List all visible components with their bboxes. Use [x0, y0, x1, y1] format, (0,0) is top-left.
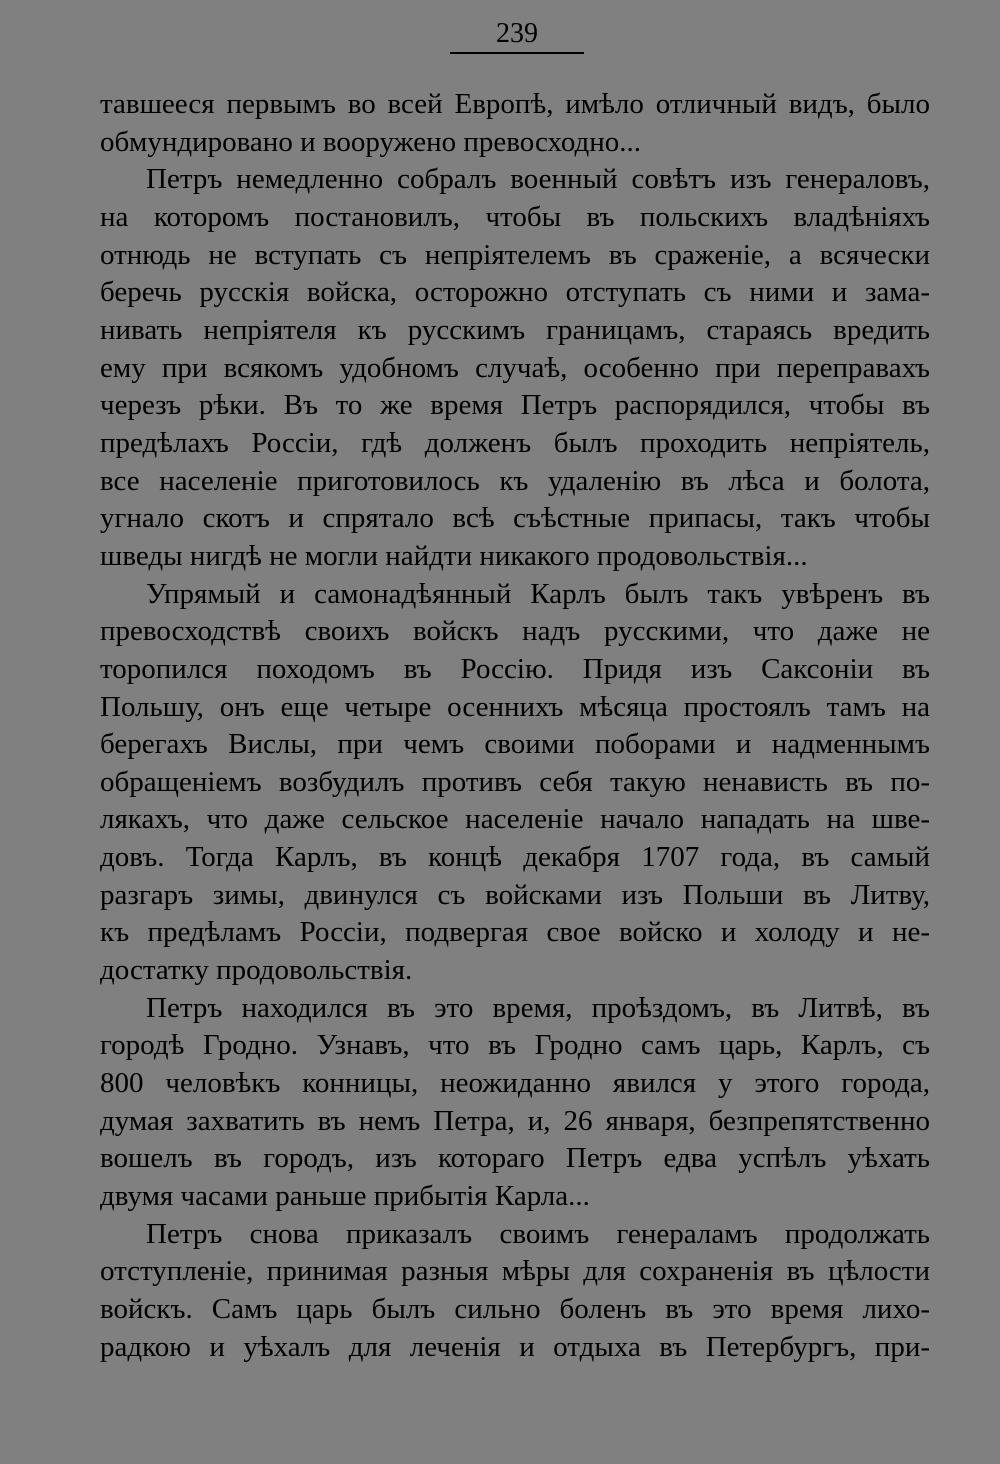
page-number: 239: [450, 18, 584, 54]
text-line: достатку продовольствія.: [100, 954, 413, 987]
text-line: угнало скотъ и спрятало всѣ съѣстные припасы, такъ чтобы: [100, 502, 930, 535]
text-line: разгаръ зимы, двинулся съ войсками изъ Польши въ Литву,: [100, 878, 930, 911]
text-line: превосходствѣ своихъ войскъ надъ русскими, что даже не: [100, 615, 930, 648]
text-line: Петръ немедленно собралъ военный совѣтъ изъ генераловъ,: [146, 163, 930, 196]
text-line: обмундировано и вооружено превосходно...: [100, 125, 642, 158]
text-line: предѣлахъ Россіи, гдѣ долженъ былъ проходить непріятель,: [100, 426, 930, 459]
text-line: къ предѣламъ Россіи, подвергая свое войско и холоду и не-: [100, 916, 930, 949]
text-line: Упрямый и самонадѣянный Карлъ былъ такъ увѣренъ въ: [146, 577, 930, 610]
body-text: [100, 86, 930, 1366]
text-line: отступленіе, принимая разныя мѣры для сохраненія въ цѣлости: [100, 1255, 930, 1288]
text-line: Петръ снова приказалъ своимъ генераламъ продолжать: [146, 1217, 930, 1250]
text-line: обращеніемъ возбудилъ противъ себя такую ненависть въ по-: [100, 765, 930, 798]
text-line: Петръ находился въ это время, проѣздомъ, въ Литвѣ, въ: [146, 991, 930, 1024]
text-line: двумя часами раньше прибытія Карла...: [100, 1180, 590, 1213]
text-line: лякахъ, что даже сельское населеніе начало нападать на шве-: [100, 803, 930, 836]
text-line: на которомъ постановилъ, чтобы въ польскихъ владѣніяхъ: [100, 200, 930, 233]
text-line: думая захватить въ немъ Петра, и, 26 января, безпрепятственно: [100, 1104, 930, 1137]
text-line: ему при всякомъ удобномъ случаѣ, особенно при переправахъ: [100, 351, 930, 384]
text-line: городѣ Гродно. Узнавъ, что въ Гродно самъ царь, Карлъ, съ: [100, 1029, 930, 1062]
text-line: 800 человѣкъ конницы, неожиданно явился у этого города,: [100, 1067, 930, 1100]
text-line: все населеніе приготовилось къ удаленію въ лѣса и болота,: [100, 464, 930, 497]
text-line: войскъ. Самъ царь былъ сильно боленъ въ это время лихо-: [100, 1293, 930, 1325]
text-line: тавшееся первымъ во всей Европѣ, имѣло отличный видъ, было: [100, 88, 930, 120]
text-line: отнюдь не вступать съ непріятелемъ въ сраженіе, а всячески: [100, 238, 930, 271]
text-line: шведы нигдѣ не могли найдти никакого продовольствія...: [100, 539, 808, 572]
text-line: Польшу, онъ еще четыре осеннихъ мѣсяца простоялъ тамъ на: [100, 690, 930, 723]
text-line: радкою и уѣхалъ для леченія и отдыха въ Петербургъ, при-: [100, 1330, 930, 1363]
text-line: беречь русскія войска, осторожно отступать съ ними и зама-: [100, 276, 930, 309]
text-line: черезъ рѣки. Въ то же время Петръ распорядился, чтобы въ: [100, 389, 930, 422]
text-line: берегахъ Вислы, при чемъ своими поборами и надменнымъ: [100, 728, 930, 761]
text-line: нивать непріятеля къ русскимъ границамъ, стараясь вредить: [100, 313, 930, 346]
text-line: вошелъ въ городъ, изъ котораго Петръ едва успѣлъ уѣхать: [100, 1142, 930, 1175]
text-line: довъ. Тогда Карлъ, въ концѣ декабря 1707 года, въ самый: [100, 841, 930, 874]
text-line: торопился походомъ въ Россію. Придя изъ Саксоніи въ: [100, 652, 930, 685]
